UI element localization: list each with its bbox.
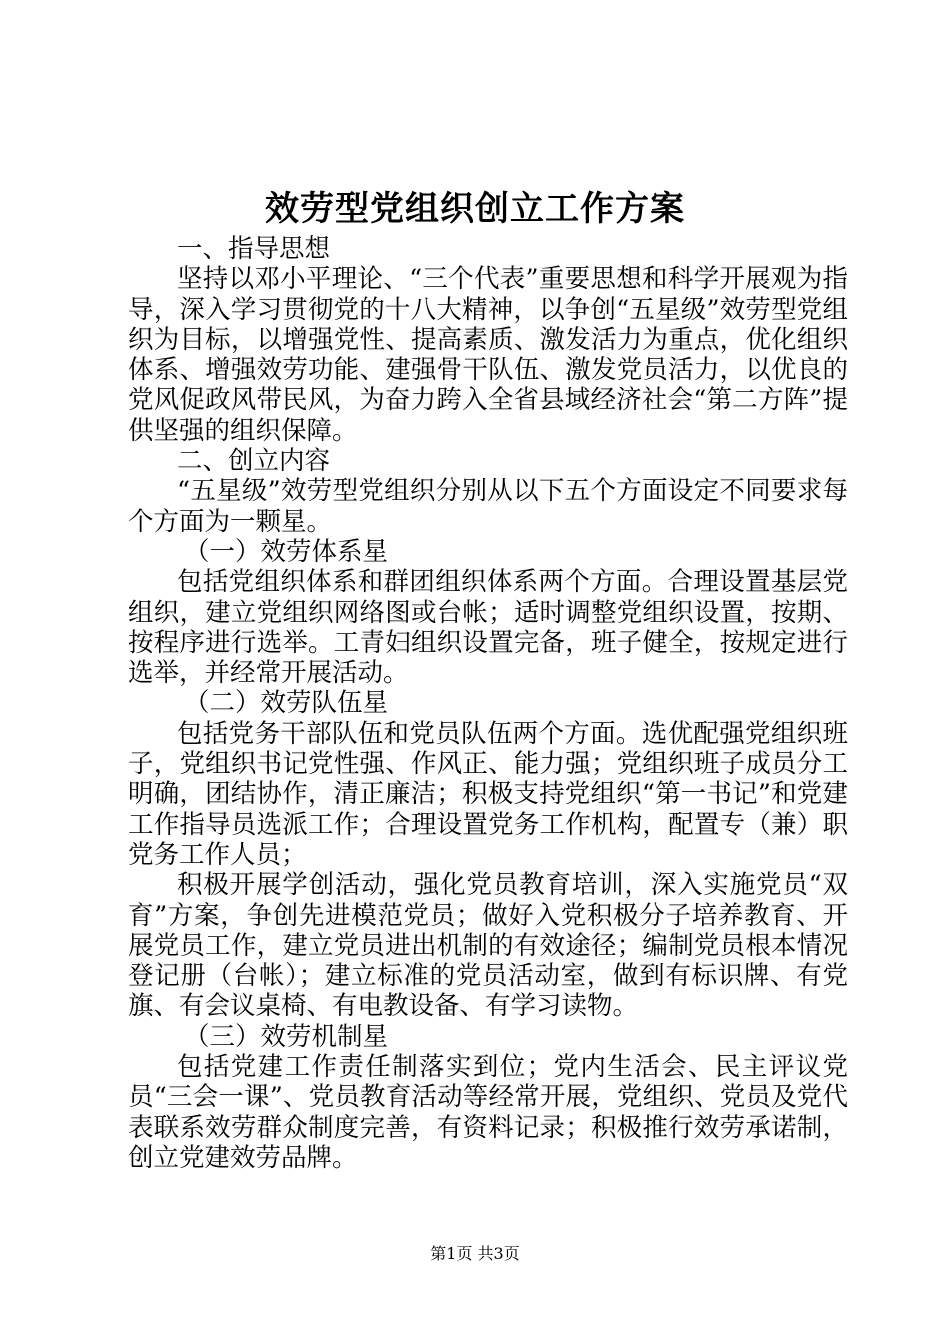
body-paragraph: 包括党务干部队伍和党员队伍两个方面。选优配强党组织班子，党组织书记党性强、作风正、能力强；党组织班子成员分工明确，团结协作，清正廉洁；积极支持党组织“第一书记”和党建工作指导员选派工作；合理设置党务工作机构，配置专（兼）职党务工作人员； (128, 718, 848, 870)
subsection-heading: （二）效劳队伍星 (184, 688, 389, 719)
body-paragraph: 包括党建工作责任制落实到位；党内生活会、民主评议党员“三会一课”、党员教育活动等经常开展，党组织、党员及党代表联系效劳群众制度完善，有资料记录；积极推行效劳承诺制，创立党建效劳品牌。 (128, 1052, 848, 1173)
body-paragraph: “五星级”效劳型党组织分别从以下五个方面设定不同要求每个方面为一颗星。 (128, 476, 848, 537)
body-paragraph: 积极开展学创活动，强化党员教育培训，深入实施党员“双育”方案，争创先进模范党员；做好入党积极分子培养教育、开展党员工作，建立党员进出机制的有效途径；编制党员根本情况登记册（台帐）；建立标准的党员活动室，做到有标识牌、有党旗、有会议桌椅、有电教设备、有学习读物。 (128, 870, 848, 1022)
body-paragraph: 坚持以邓小平理论、“三个代表”重要思想和科学开展观为指导，深入学习贯彻党的十八大精神，以争创“五星级”效劳型党组织为目标，以增强党性、提高素质、激发活力为重点，优化组织体系、增强效劳功能、建强骨干队伍、激发党员活力，以优良的党风促政风带民风，为奋力跨入全省县域经济社会“第二方阵”提供坚强的组织保障。 (128, 264, 848, 446)
document-title: 效劳型党组织创立工作方案 (265, 189, 685, 229)
section-heading: 一、指导思想 (177, 234, 331, 264)
subsection-heading: （一）效劳体系星 (184, 536, 389, 567)
section-heading: 二、创立内容 (177, 446, 331, 477)
subsection-heading: （三）效劳机制星 (184, 1021, 389, 1052)
body-paragraph: 包括党组织体系和群团组织体系两个方面。合理设置基层党组织，建立党组织网络图或台帐；适时调整党组织设置，按期、按程序进行选举。工青妇组织设置完备，班子健全，按规定进行选举，并经常开展活动。 (128, 567, 848, 689)
page-footer: 第1页 共3页 (430, 1244, 520, 1263)
document-body (128, 234, 848, 1173)
